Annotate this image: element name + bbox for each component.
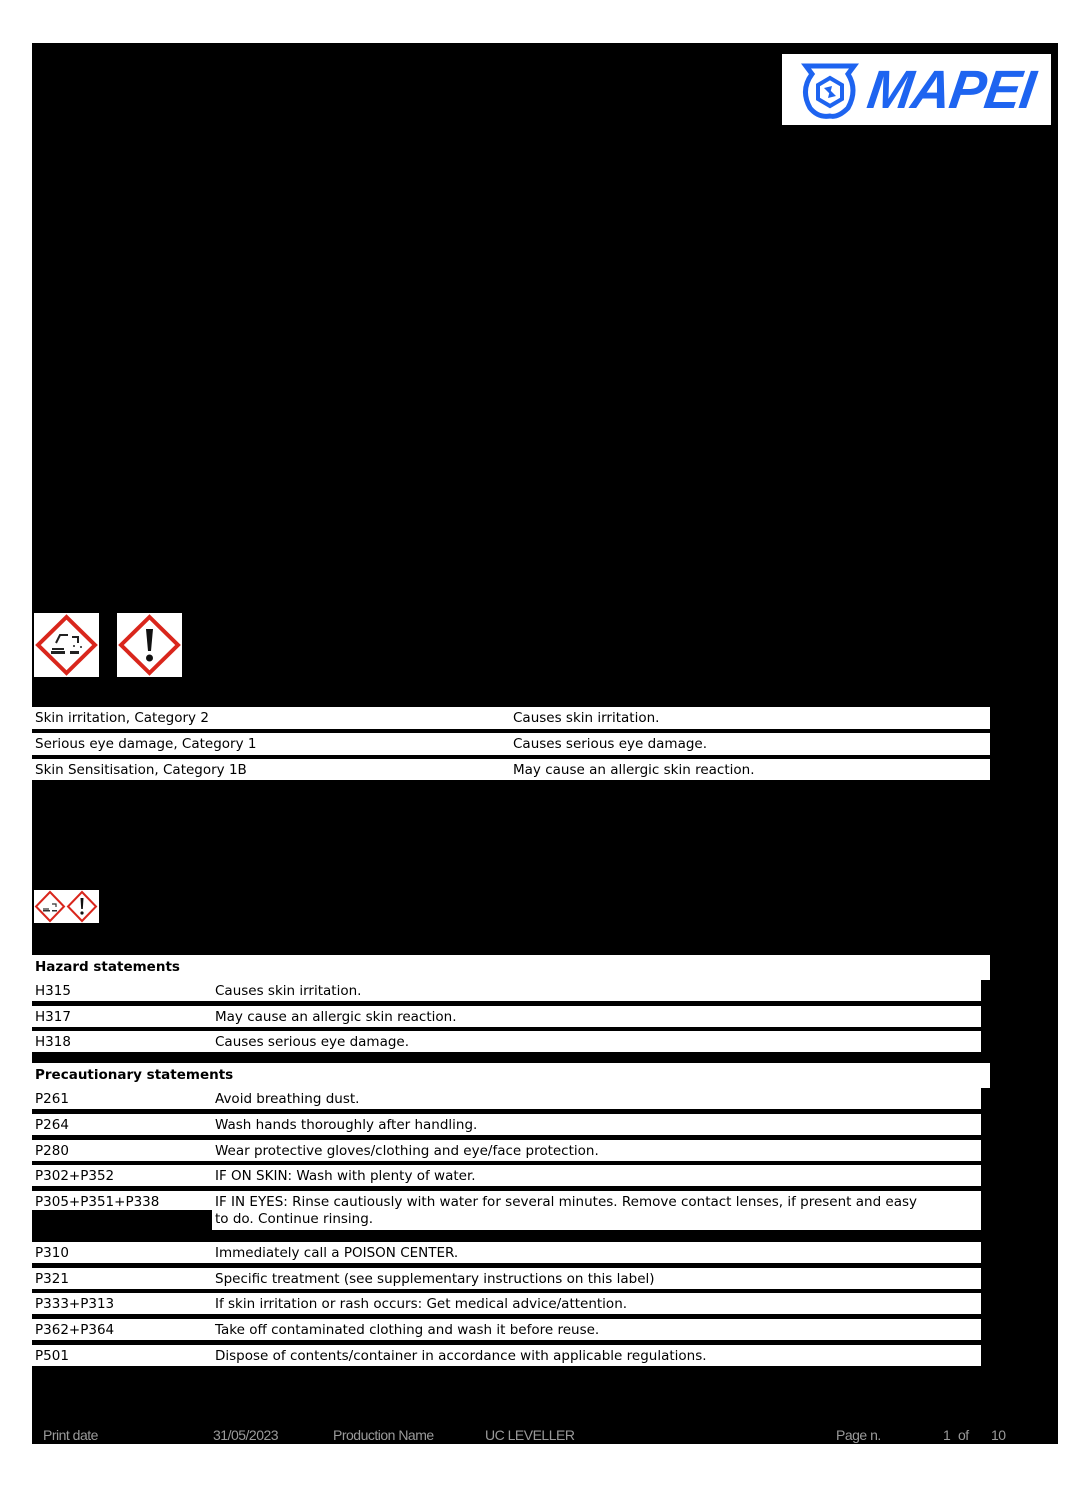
precautionary-statements-header [32,1063,990,1088]
hazard-text: May cause an allergic skin reaction. [215,1009,457,1025]
precautionary-code: P333+P313 [35,1296,115,1312]
hazard-statements-header [32,955,990,980]
mapei-logo [782,54,1051,125]
precautionary-code: P321 [35,1271,69,1287]
precautionary-code: P261 [35,1091,69,1107]
classification-statement: May cause an allergic skin reaction. [513,762,755,778]
precautionary-code: P362+P364 [35,1322,115,1338]
page-current: 1 [943,1427,951,1443]
exclamation-small-icon [68,892,96,921]
production-name-label: Production Name [333,1427,434,1443]
page-number-label: Page n. [836,1427,881,1443]
precautionary-row-continuation [212,1210,981,1230]
hazard-row [32,1031,981,1052]
classification-statement: Causes serious eye damage. [513,736,708,752]
classification-category: Skin irritation, Category 2 [35,710,209,726]
precautionary-code: P501 [35,1348,69,1364]
precautionary-row [32,1242,981,1263]
exclamation-pictogram-icon [117,613,182,677]
hazard-statements-title: Hazard statements [35,959,180,975]
classification-statement: Causes skin irritation. [513,710,660,726]
classification-category: Serious eye damage, Category 1 [35,736,257,752]
classification-row [32,759,990,780]
precautionary-row [32,1319,981,1340]
precautionary-row [32,1114,981,1135]
precautionary-row [32,1140,981,1161]
page-total: 10 [991,1427,1006,1443]
precautionary-row [32,1345,981,1366]
hazard-code: H315 [35,983,71,999]
precautionary-text: IF ON SKIN: Wash with plenty of water. [215,1168,476,1184]
label-pictograms [34,890,99,923]
precautionary-text: Take off contaminated clothing and wash it before reuse. [215,1322,600,1338]
hazard-row [32,980,981,1001]
classification-row [32,733,990,755]
precautionary-row [32,1165,981,1186]
mapei-emblem-icon [798,60,862,120]
precautionary-text: Specific treatment (see supplementary instructions on this label) [215,1271,655,1287]
precautionary-code: P310 [35,1245,69,1261]
precautionary-text: If skin irritation or rash occurs: Get medical advice/attention. [215,1296,628,1312]
hazard-code: H317 [35,1009,71,1025]
precautionary-row [32,1191,981,1210]
page-of-label: of [958,1427,969,1443]
corrosion-small-icon [36,892,64,921]
hazard-text: Causes serious eye damage. [215,1034,410,1050]
precautionary-row [32,1293,981,1314]
precautionary-text: Wear protective gloves/clothing and eye/face protection. [215,1143,599,1159]
precautionary-text: Avoid breathing dust. [215,1091,360,1107]
precautionary-code: P302+P352 [35,1168,115,1184]
hazard-code: H318 [35,1034,71,1050]
precautionary-text-line2: to do. Continue rinsing. [215,1211,374,1227]
precautionary-row [32,1268,981,1289]
print-date-label: Print date [43,1427,98,1443]
precautionary-row [32,1088,981,1109]
precautionary-text: IF IN EYES: Rinse cautiously with water for several minutes. Remove contact lenses, if present and easy [215,1194,918,1210]
mapei-wordmark: MAPEI [864,59,1039,120]
corrosion-pictogram-icon [34,613,99,677]
production-name-value: UC LEVELLER [485,1427,575,1443]
classification-row [32,707,990,729]
precautionary-statements-title: Precautionary statements [35,1067,234,1083]
precautionary-text: Wash hands thoroughly after handling. [215,1117,478,1133]
precautionary-code: P305+P351+P338 [35,1194,160,1210]
precautionary-code: P280 [35,1143,69,1159]
precautionary-text: Dispose of contents/container in accordance with applicable regulations. [215,1348,707,1364]
hazard-text: Causes skin irritation. [215,983,362,999]
classification-category: Skin Sensitisation, Category 1B [35,762,247,778]
precautionary-code: P264 [35,1117,69,1133]
hazard-row [32,1006,981,1027]
print-date-value: 31/05/2023 [213,1427,279,1443]
precautionary-text: Immediately call a POISON CENTER. [215,1245,459,1261]
